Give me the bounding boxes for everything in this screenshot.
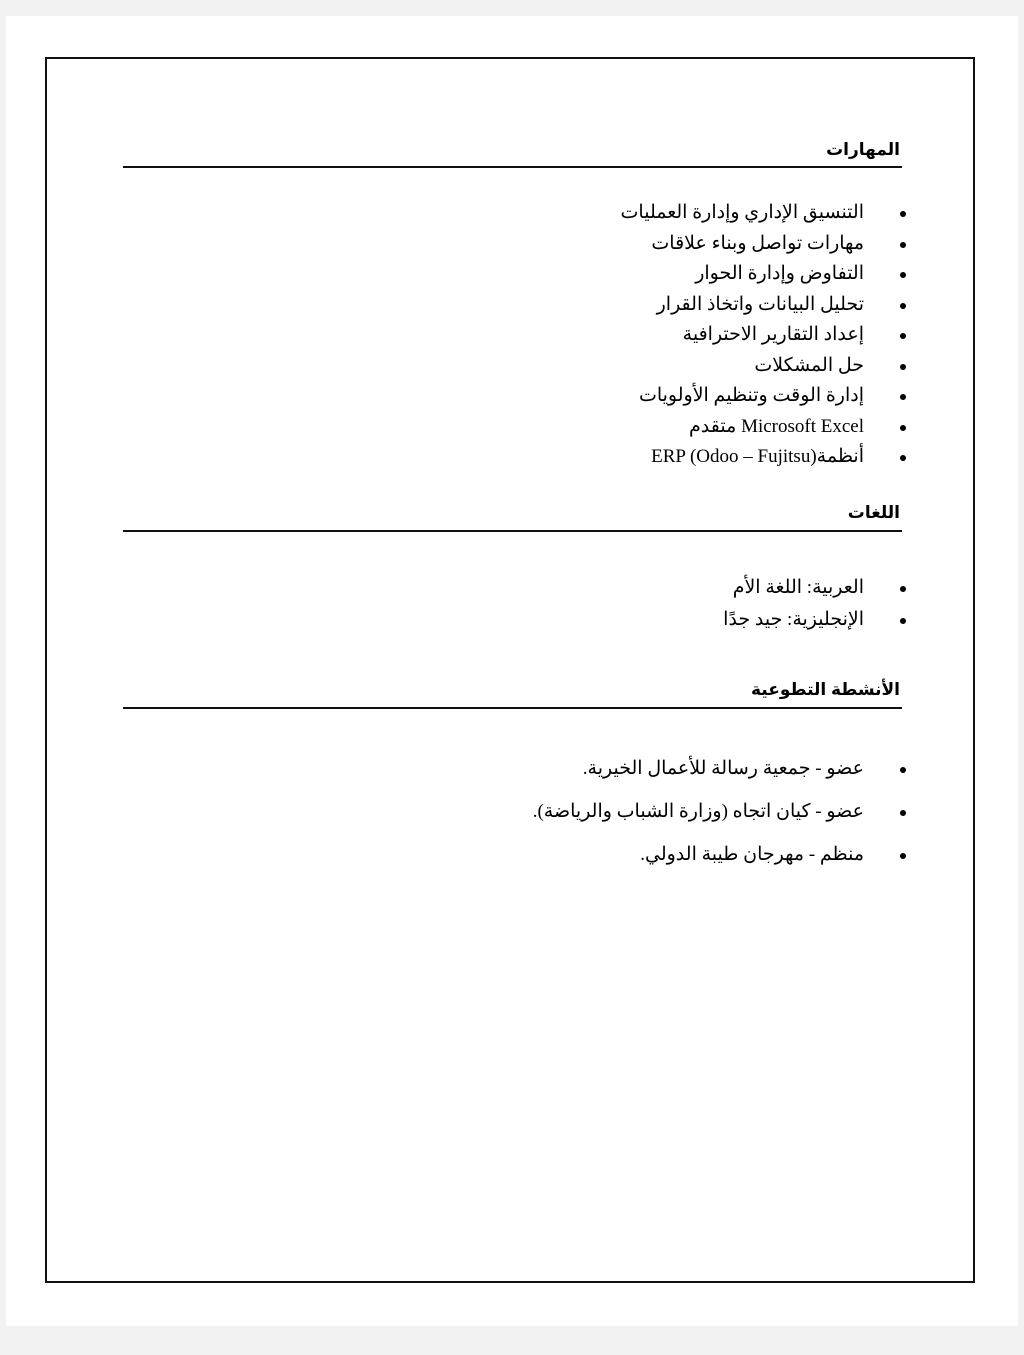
list-item: مهارات تواصل وبناء علاقات [621,229,888,260]
list-item: التفاوض وإدارة الحوار [621,259,888,290]
volunteering-heading: الأنشطة التطوعية [751,680,900,699]
bullet-icon [900,810,906,816]
list-item: تحليل البيانات واتخاذ القرار [621,290,888,321]
skills-heading: المهارات [826,140,900,159]
bullet-icon [900,303,906,309]
list-item: أنظمةERP (Odoo – Fujitsu) [621,442,888,473]
bullet-icon [900,618,906,624]
list-item: إعداد التقارير الاحترافية [621,320,888,351]
list-item: التنسيق الإداري وإدارة العمليات [621,198,888,229]
bullet-icon [900,586,906,592]
languages-list [723,572,864,636]
languages-heading: اللغات [847,503,900,522]
bullet-icon [900,767,906,773]
volunteering-divider [123,707,902,709]
list-item: إدارة الوقت وتنظيم الأولويات [621,381,888,412]
list-item: العربية: اللغة الأم [723,572,888,604]
skills-divider [123,166,902,168]
bullet-icon [900,242,906,248]
bullet-icon [900,364,906,370]
list-item: Microsoft Excel متقدم [621,412,888,443]
volunteering-list [533,747,864,876]
list-item: عضو - جمعية رسالة للأعمال الخيرية. [533,747,888,790]
list-item: حل المشكلات [621,351,888,382]
list-item: عضو - كيان اتجاه (وزارة الشباب والرياضة). [533,790,888,833]
list-item: منظم - مهرجان طيبة الدولي. [533,833,888,876]
bullet-icon [900,853,906,859]
skills-list [621,198,864,473]
bullet-icon [900,425,906,431]
languages-divider [123,530,902,532]
list-item: الإنجليزية: جيد جدًا [723,604,888,636]
